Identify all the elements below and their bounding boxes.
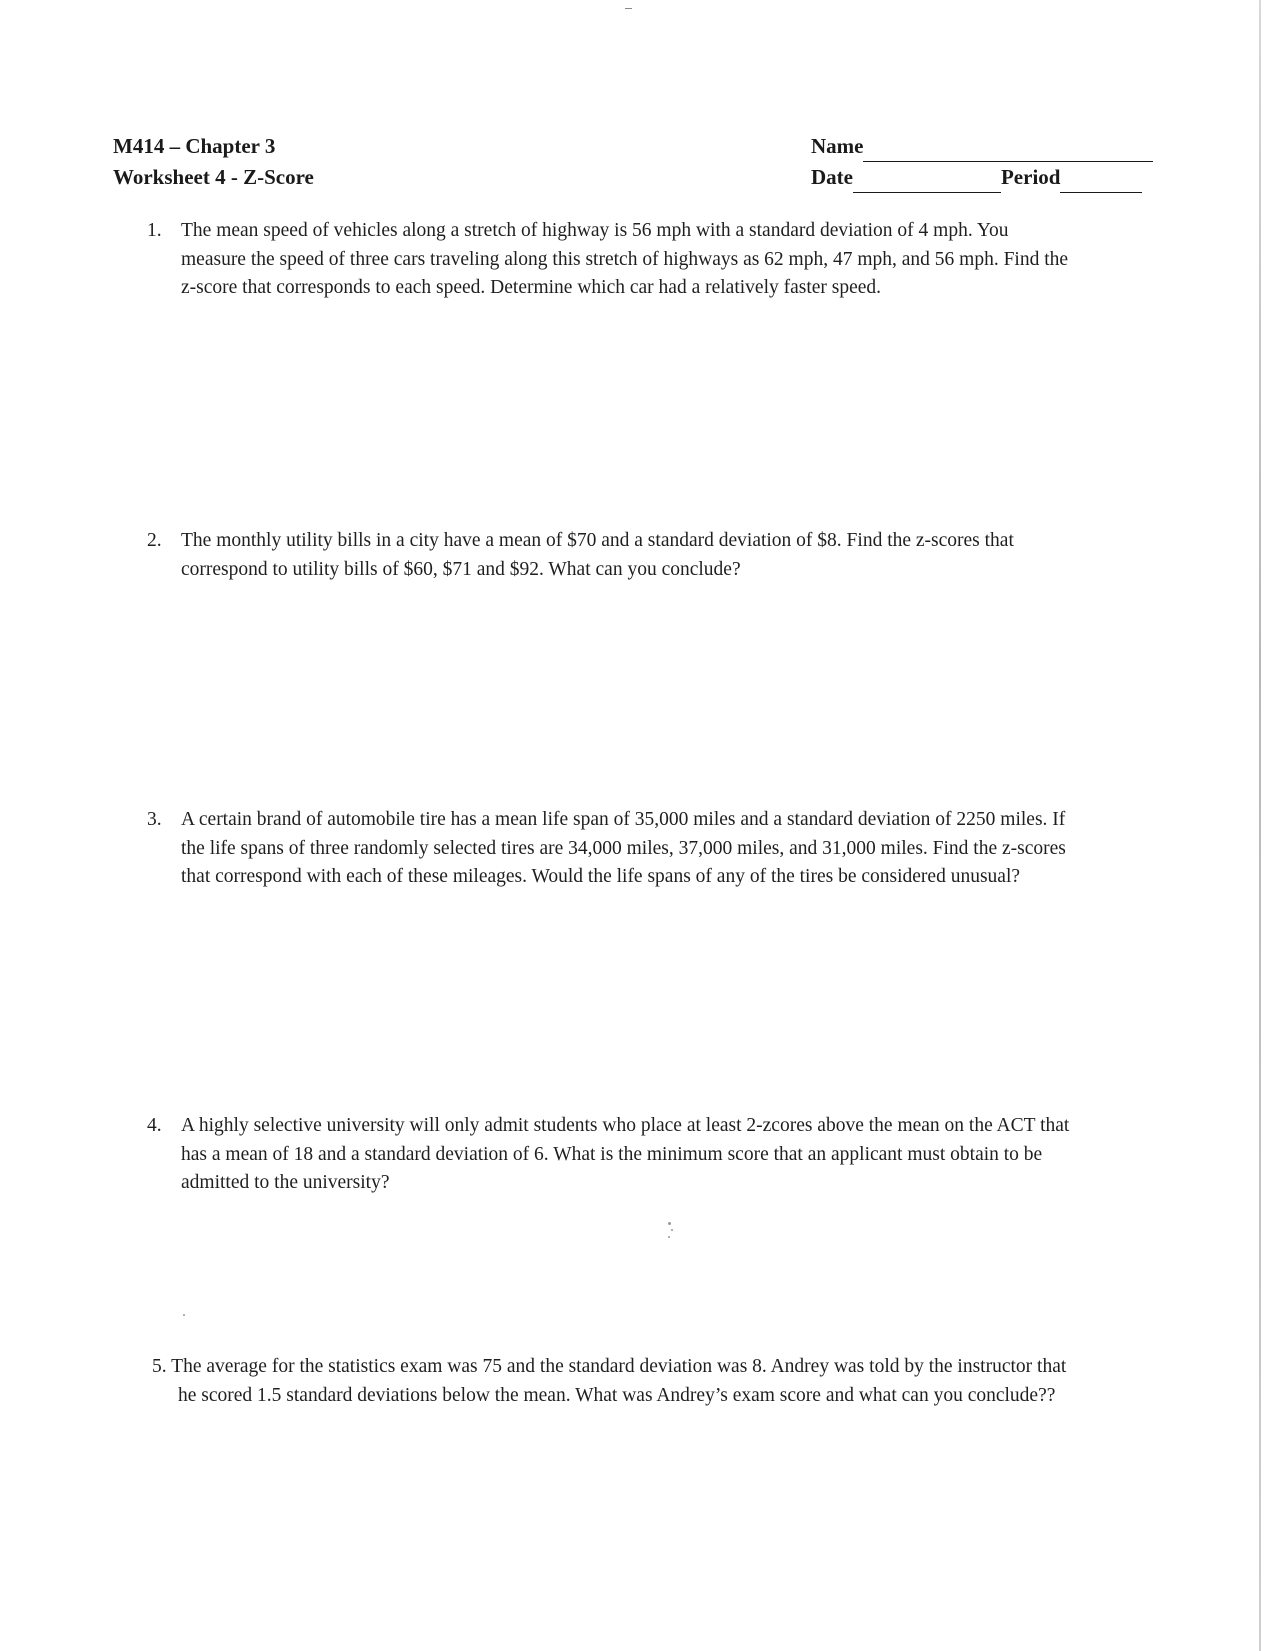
scan-speck — [668, 1236, 670, 1238]
name-row — [811, 131, 1153, 162]
date-field[interactable] — [853, 170, 1001, 193]
period-field[interactable] — [1060, 170, 1142, 193]
question-5 — [152, 1353, 1162, 1413]
question-number: 4. — [147, 1115, 162, 1136]
question-text — [181, 527, 1014, 584]
student-info — [811, 131, 1153, 193]
question-text — [152, 1353, 1066, 1410]
question-number: 2. — [147, 530, 162, 551]
question-line: correspond to utility bills of $60, $71 and $92. What can you conclude? — [181, 558, 741, 580]
date-period-row — [811, 162, 1153, 193]
question-line: z-score that corresponds to each speed. Determine which car had a relatively faster speed. — [181, 277, 882, 298]
question-line: The mean speed of vehicles along a stretch of highway is 56 mph with a standard deviation of 4 mph. You — [181, 220, 1009, 241]
name-field[interactable] — [863, 139, 1153, 162]
course-chapter: M414 – Chapter 3 — [113, 134, 276, 158]
question-line: The monthly utility bills in a city have a mean of $70 and a standard deviation of $8. Find the z-scores that — [181, 530, 1014, 551]
worksheet-title: Worksheet 4 - Z-Score — [113, 165, 314, 189]
question-line: that correspond with each of these mileages. Would the life spans of any of the tires be considered unusual? — [181, 866, 1021, 887]
question-text — [181, 1112, 1069, 1198]
scan-speck — [183, 1314, 185, 1316]
scan-edge — [1259, 0, 1261, 1651]
date-label: Date — [811, 165, 853, 189]
name-label: Name — [811, 134, 864, 158]
question-number: 3. — [147, 809, 162, 830]
question-1 — [147, 217, 1157, 307]
question-line: measure the speed of three cars traveling along this stretch of highways as 62 mph, 47 mph, and 56 mph. Find the — [181, 248, 1069, 270]
question-number: 5. — [152, 1356, 167, 1377]
scan-speck — [668, 1222, 671, 1225]
question-3 — [147, 806, 1157, 896]
question-line — [152, 1353, 1066, 1382]
question-line: admitted to the university? — [181, 1172, 390, 1193]
period-label: Period — [1000, 165, 1061, 189]
scan-speck — [671, 1229, 673, 1231]
scan-mark — [625, 8, 632, 9]
question-2 — [147, 527, 1157, 587]
question-number: 1. — [147, 220, 162, 241]
question-line: A highly selective university will only admit students who place at least 2-zcores above the mean on the ACT that — [181, 1115, 1070, 1136]
question-text — [181, 806, 1066, 892]
worksheet-header — [113, 131, 314, 193]
question-line: the life spans of three randomly selected tires are 34,000 miles, 37,000 miles, and 31,000 miles. Find the z-scores — [181, 837, 1066, 859]
question-4 — [147, 1112, 1157, 1202]
question-line: has a mean of 18 and a standard deviation of 6. What is the minimum score that an applicant must obtain to be — [181, 1143, 1043, 1165]
question-line: he scored 1.5 standard deviations below the mean. What was Andrey’s exam score and what can you conclude?? — [178, 1384, 1056, 1406]
question-text — [181, 217, 1068, 303]
question-line: A certain brand of automobile tire has a mean life span of 35,000 miles and a standard deviation of 2250 miles. If — [181, 809, 1066, 830]
question-line-text: The average for the statistics exam was 75 and the standard deviation was 8. Andrey was told by the instructor that — [171, 1356, 1067, 1377]
